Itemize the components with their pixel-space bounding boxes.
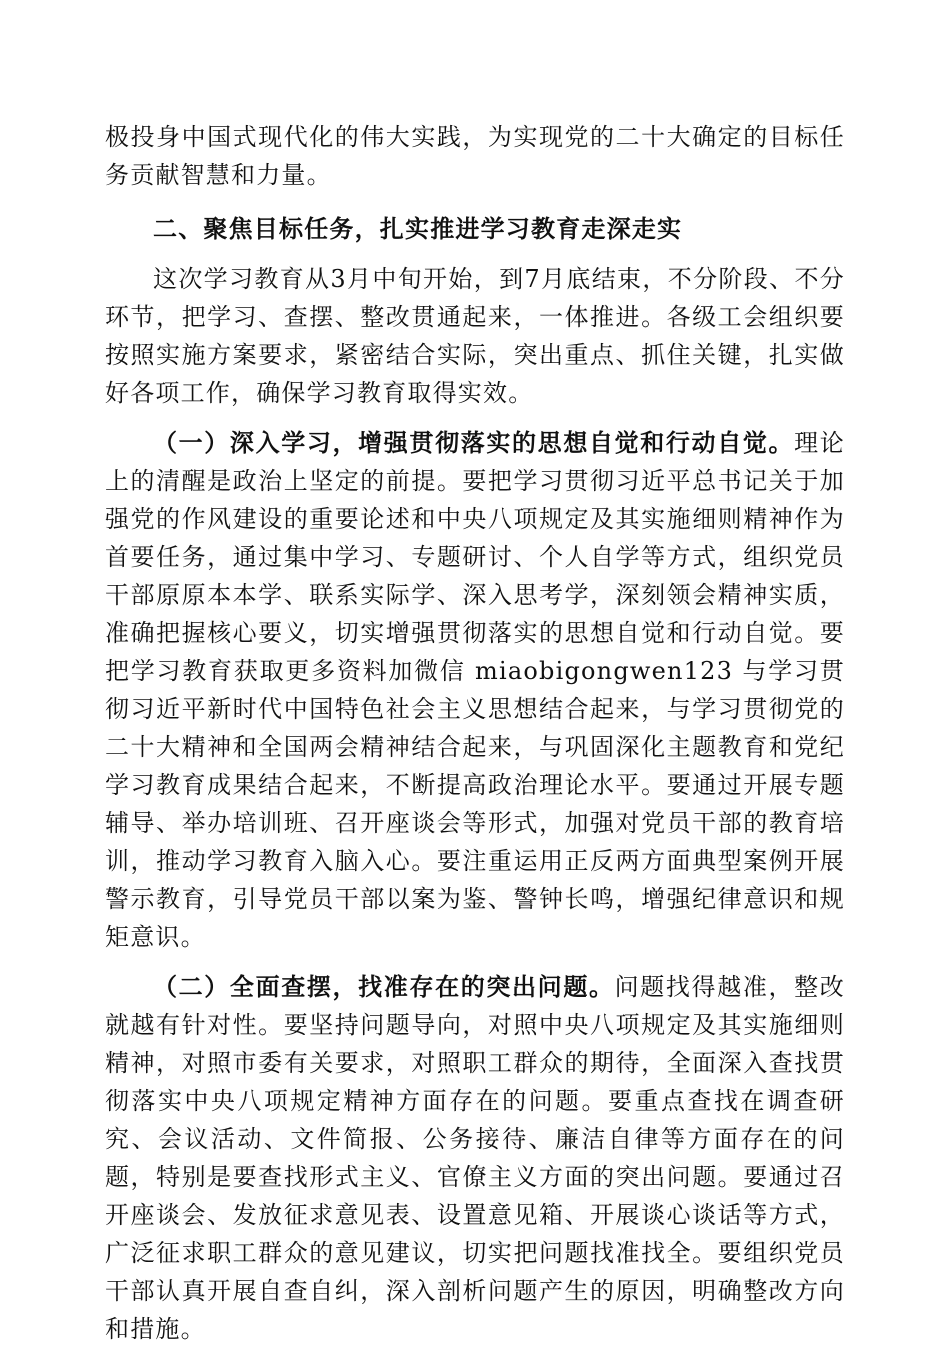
intro-paragraph: 极投身中国式现代化的伟大实践，为实现党的二十大确定的目标任务贡献智慧和力量。 <box>105 123 845 189</box>
subsection-1-paragraph <box>105 424 845 956</box>
subsection-1-body: 理论上的清醒是政治上坚定的前提。要把学习贯彻习近平总书记关于加强党的作风建设的重要论述和中央八项规定及其实施细则精神作为首要任务，通过集中学习、专题研讨、个人自学等方式，组织党员干部原原本本学、联系实际学、深入思考学，深刻领会精神实质，准确把握核心要义，切实增强贯彻落实的思想自觉和行动自觉。要把学习教育获取更多资料加微信 miaobigongwen123 与学习贯彻习近平新时代中国特色社会主义思想结合起来，与学习贯彻党的二十大精神和全国两会精神结合起来，与巩固深化主题教育和党纪学习教育成果结合起来，不断提高政治理论水平。要通过开展专题辅导、举办培训班、召开座谈会等形式，加强对党员干部的教育培训，推动学习教育入脑入心。要注重运用正反两方面典型案例开展警示教育，引导党员干部以案为鉴、警钟长鸣，增强纪律意识和规矩意识。 <box>105 429 846 951</box>
subsection-2-body: 问题找得越准，整改就越有针对性。要坚持问题导向，对照中央八项规定及其实施细则精神，对照市委有关要求，对照职工群众的期待，全面深入查找贯彻落实中央八项规定精神方面存在的问题。要重点查找在调查研究、会议活动、文件简报、公务接待、廉洁自律等方面存在的问题，特别是要查找形式主义、官僚主义方面的突出问题。要通过召开座谈会、发放征求意见表、设置意见箱、开展谈心谈话等方式，广泛征求职工群众的意见建议，切实把问题找准找全。要组织党员干部认真开展自查自纠，深入剖析问题产生的原因，明确整改方向和措施。 <box>105 973 845 1343</box>
section-paragraph: 这次学习教育从3月中旬开始，到7月底结束，不分阶段、不分环节，把学习、查摆、整改贯通起来，一体推进。各级工会组织要按照实施方案要求，紧密结合实际，突出重点、抓住关键，扎实做好各项工作，确保学习教育取得实效。 <box>105 265 845 407</box>
subsection-2-paragraph <box>105 968 845 1348</box>
subsection-2-title: （二）全面查摆，找准存在的突出问题。 <box>153 972 615 1001</box>
document-page <box>105 118 845 1348</box>
subsection-1-title: （一）深入学习，增强贯彻落实的思想自觉和行动自觉。 <box>153 428 795 457</box>
section-heading: 二、聚焦目标任务，扎实推进学习教育走深走实 <box>153 214 683 243</box>
